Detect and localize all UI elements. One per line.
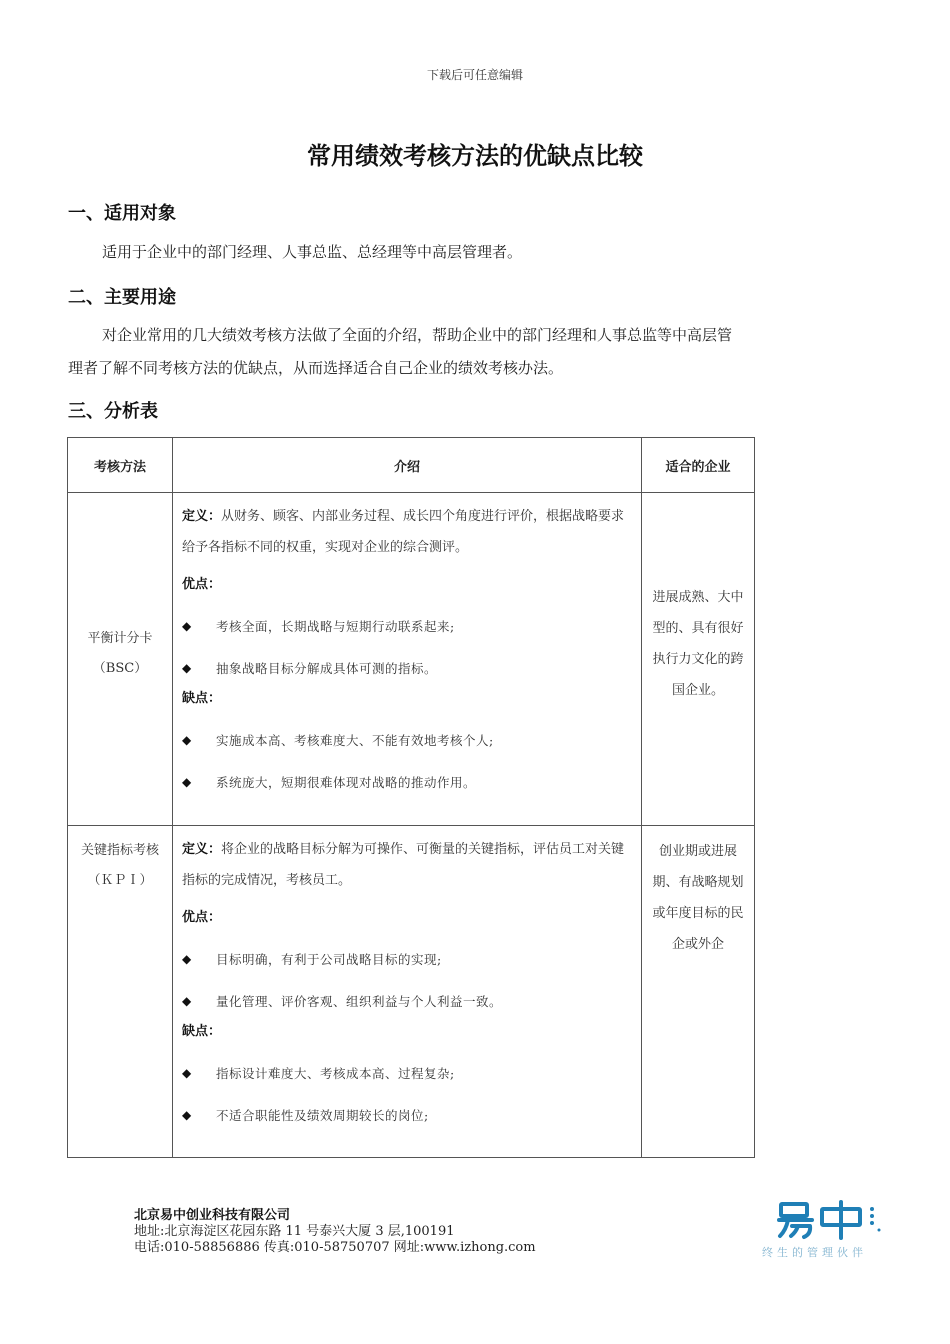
section-heading-3: 三、分析表 [68,401,158,422]
footer-contact: 电话:010-58856886 传真:010-58750707 网址:www.izhong.com [134,1240,536,1255]
footer-address: 地址:北京海淀区花园东路 11 号泰兴大厦 3 层,100191 [134,1224,455,1239]
intro-cell [173,826,642,1158]
logo-slogan: 终生的管理伙伴 [762,1246,867,1259]
pro-text: 抽象战略目标分解成具体可测的指标。 [216,661,438,676]
con-item [182,1052,633,1094]
diamond-bullet-icon: ◆ [182,775,192,789]
definition [182,834,633,896]
analysis-table [67,437,755,1158]
intro-cell [173,493,642,826]
yizhong-logo-icon [776,1200,886,1240]
con-item [182,1094,633,1136]
con-text: 系统庞大，短期很难体现对战略的推动作用。 [216,775,477,790]
table-row [68,826,755,1158]
section-2-line-2: 理者了解不同考核方法的优缺点，从而选择适合自己企业的绩效考核办法。 [68,359,564,377]
method-name: 关键指标考核 [80,843,159,858]
diamond-bullet-icon: ◆ [182,1108,192,1122]
section-2-line-1: 对企业常用的几大绩效考核方法做了全面的介绍，帮助企业中的部门经理和人事总监等中高层管 [102,326,733,344]
method-abbr: （ＫＰＩ） [87,873,153,888]
fit-cell: 进展成熟、大中型的、具有很好执行力文化的跨国企业。 [642,493,755,826]
pros-label: 优点： [182,910,222,925]
diamond-bullet-icon: ◆ [182,619,192,633]
pro-item [182,938,633,980]
definition-label: 定义： [182,842,222,857]
pros-label: 优点： [182,577,222,592]
con-text: 不适合职能性及绩效周期较长的岗位; [216,1108,429,1123]
table-row [68,493,755,826]
diamond-bullet-icon: ◆ [182,952,192,966]
pro-item [182,980,633,1022]
diamond-bullet-icon: ◆ [182,1066,192,1080]
pro-item [182,605,633,647]
pro-item [182,647,633,689]
cons-label: 缺点： [182,1024,222,1039]
definition-text: 将企业的战略目标分解为可操作、可衡量的关键指标，评估员工对关键指标的完成情况，考核员工。 [182,842,625,888]
diamond-bullet-icon: ◆ [182,661,192,675]
section-1-text: 适用于企业中的部门经理、人事总监、总经理等中高层管理者。 [102,243,523,261]
pro-text: 考核全面，长期战略与短期行动联系起来; [216,619,455,634]
table-header-row [68,438,755,493]
con-item [182,761,633,803]
header-note: 下载后可任意编辑 [426,68,523,82]
definition-label: 定义： [182,509,222,524]
pro-text: 目标明确，有利于公司战略目标的实现; [216,952,442,967]
cons-label: 缺点： [182,691,222,706]
section-heading-1: 一、适用对象 [68,203,176,224]
footer-company: 北京易中创业科技有限公司 [134,1208,291,1223]
header-intro: 介绍 [173,438,642,493]
method-name: 平衡计分卡 [87,631,153,646]
method-cell [68,826,173,1158]
fit-cell: 创业期或进展期、有战略规划或年度目标的民企或外企 [642,826,755,1158]
con-item [182,719,633,761]
section-heading-2: 二、主要用途 [68,287,176,308]
diamond-bullet-icon: ◆ [182,733,192,747]
definition-text: 从财务、顾客、内部业务过程、成长四个角度进行评价，根据战略要求给予各指标不同的权重，实现对企业的综合测评。 [182,509,625,555]
section-2-text [68,319,828,385]
con-text: 指标设计难度大、考核成本高、过程复杂; [216,1066,455,1081]
definition [182,501,633,563]
diamond-bullet-icon: ◆ [182,994,192,1008]
method-cell [68,493,173,826]
method-abbr: （BSC） [92,661,148,676]
con-text: 实施成本高、考核难度大、不能有效地考核个人; [216,733,494,748]
page-title: 常用绩效考核方法的优缺点比较 [307,142,643,170]
header-method: 考核方法 [68,438,173,493]
pro-text: 量化管理、评价客观、组织利益与个人利益一致。 [216,994,503,1009]
header-fit: 适合的企业 [642,438,755,493]
